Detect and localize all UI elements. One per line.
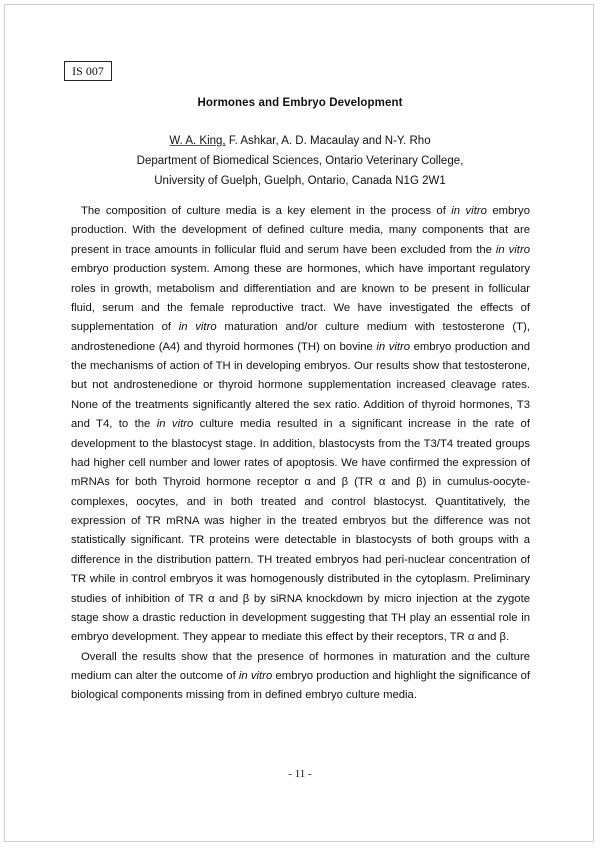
co-authors: F. Ashkar, A. D. Macaulay and N-Y. Rho — [225, 135, 431, 147]
author-line — [0, 131, 600, 151]
page-number: - 11 - — [288, 768, 312, 780]
affiliation-line-2: University of Guelph, Guelph, Ontario, Canada N1G 2W1 — [154, 175, 446, 187]
abstract-code-box: IS 007 — [64, 61, 112, 81]
abstract-body — [71, 202, 530, 706]
paper-title: Hormones and Embryo Development — [197, 97, 403, 109]
affiliation-line-1: Department of Biomedical Sciences, Ontario Veterinary College, — [136, 155, 464, 167]
presenting-author: W. A. King, — [169, 135, 226, 147]
abstract-paragraph-2: Overall the results show that the presence of hormones in maturation and the culture medium can alter the outcome of in vitro embryo production and highlight the significance of biological components missing from in defined embryo culture media. — [71, 650, 531, 702]
abstract-paragraph-1: The composition of culture media is a key element in the process of in vitro embryo production. With the development of defined culture media, many components that are present in trace amounts in follicular fluid and serum have been excluded from the in vitro embryo production system. Among these are hormones, which have important regulatory roles in growth, metabolism and differentiation and are known to be present in follicular fluid, serum and the female reproductive tract. We have investigated the effects of supplementation of in vitro maturation and/or culture medium with testosterone (T), androstenedione (A4) and thyroid hormones (TH) on bovine in vitro embryo production and the mechanisms of action of TH in developing embryos. Our results show that testosterone, but not androstenedione or thyroid hormone supplementation increased cleavage rates. None of the treatments significantly altered the sex ratio. Addition of thyroid hormones, T3 and T4, to the in vitro culture media resulted in a significant increase in the rate of development to the blastocyst stage. In addition, blastocysts from the T3/T4 treated groups had higher cell number and lower rates of apoptosis. We have confirmed the expression of mRNAs for both Thyroid hormone receptor α and β (TR α and β) in cumulus-oocyte-complexes, oocytes, and in both treated and control blastocyst. Quantitatively, the expression of TR mRNA was higher in the treated embryos but the difference was not statistically significant. TR proteins were detectable in blastocysts of both groups with a difference in the distribution pattern. TH treated embryos had peri-nuclear concentration of TR while in control embryos it was homogenously distributed in the cytoplasm. Preliminary studies of inhibition of TR α and β by siRNA knockdown by micro injection at the zygote stage show a drastic reduction in development suggesting that TH play an essential role in embryo development. They appear to mediate this effect by their receptors, TR α and β. — [71, 205, 530, 644]
author-block — [0, 131, 600, 191]
